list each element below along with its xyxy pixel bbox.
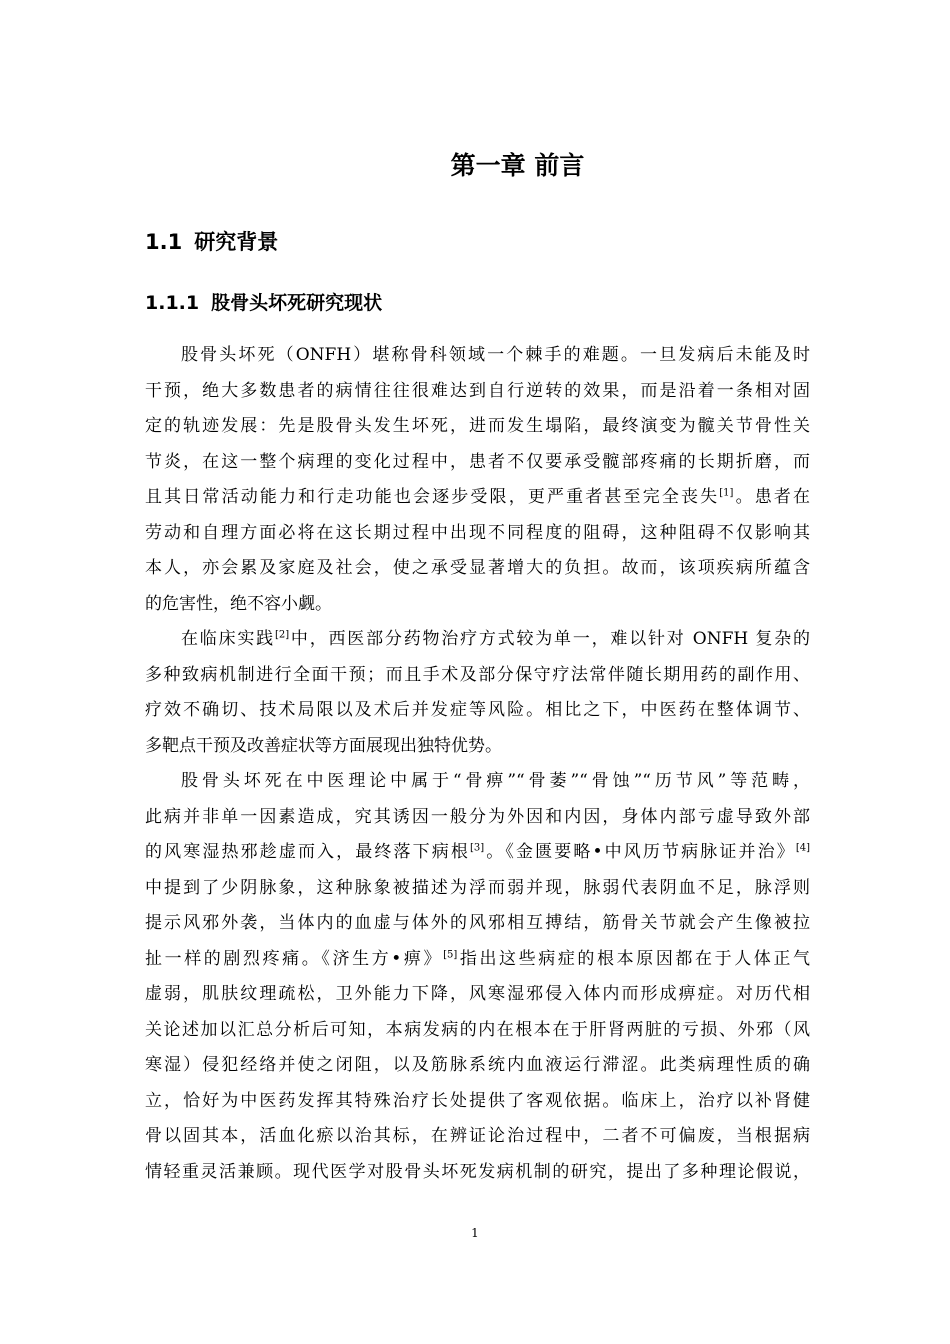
- subsection-number: 1.1.1: [145, 292, 200, 314]
- paragraph-line: 的危害性，绝不容小觑。: [145, 593, 332, 614]
- body-text: [145, 338, 810, 1190]
- paragraph: [145, 338, 810, 622]
- paragraph-line: 此病并非单一因素造成，究其诱因一般分为外因和内因，身体内部亏虚导致外部: [145, 806, 810, 827]
- paragraph-line: 骨以固其本，活血化瘀以治其标，在辨证论治过程中，二者不可偏废，当根据病: [145, 1126, 810, 1146]
- paragraph: [145, 622, 810, 764]
- line-text: 扯一样的剧烈疼痛。《济生方•痹》: [145, 948, 444, 969]
- paragraph-line: 多种致病机制进行全面干预；而且手术及部分保守疗法常伴随长期用药的副作用、: [145, 664, 810, 685]
- section-heading: [145, 228, 278, 256]
- paragraph-line: 节炎，在这一整个病理的变化过程中，患者不仅要承受髋部疼痛的长期折磨，而: [145, 451, 810, 472]
- paragraph-line: 定的轨迹发展：先是股骨头发生坏死，进而发生塌陷，最终演变为髋关节骨性关: [145, 416, 810, 436]
- citation-reference: [5]: [443, 948, 458, 960]
- line-text: 。患者在: [733, 487, 810, 507]
- paragraph-line: 本人，亦会累及家庭及社会，使之承受显著增大的负担。故而，该项疾病所蕴含: [145, 558, 810, 578]
- citation-reference: [4]: [795, 842, 810, 854]
- paragraph-line: 寒湿）侵犯经络并使之闭阻，以及筋脉系统内血液运行滞涩。此类病理性质的确: [145, 1055, 810, 1075]
- citation-reference: [3]: [470, 842, 485, 854]
- paragraph-line: 立，恰好为中医药发挥其特殊治疗长处提供了客观依据。临床上，治疗以补肾健: [145, 1090, 810, 1111]
- line-text: 在临床实践: [181, 629, 275, 649]
- citation-reference: [1]: [719, 487, 734, 499]
- paragraph-line: 劳动和自理方面必将在这长期过程中出现不同程度的阻碍，这种阻碍不仅影响其: [145, 522, 810, 543]
- line-text: 中，西医部分药物治疗方式较为单一，难以针对 ONFH 复杂的: [289, 629, 810, 649]
- chapter-title: 第一章 前言: [450, 151, 585, 180]
- citation-reference: [2]: [274, 629, 290, 641]
- paragraph-line: 疗效不确切、技术局限以及术后并发症等风险。相比之下，中医药在整体调节、: [145, 700, 810, 720]
- paragraph-line: 多靶点干预及改善症状等方面展现出独特优势。: [145, 735, 502, 756]
- paragraph-line: 股骨头坏死在中医理论中属于“骨痹”“骨萎”“骨蚀”“历节风”等范畴，: [181, 771, 810, 791]
- paragraph: [145, 764, 810, 1190]
- paragraph-line: [145, 480, 810, 516]
- paragraph-line: [145, 835, 810, 871]
- section-number: 1.1: [145, 230, 183, 254]
- paragraph-line: 股骨头坏死（ONFH）堪称骨科领域一个棘手的难题。一旦发病后未能及时: [181, 345, 810, 365]
- page-number: 1: [471, 1226, 479, 1240]
- paragraph-line: 干预，绝大多数患者的病情往往很难达到自行逆转的效果，而是沿着一条相对固: [145, 380, 810, 401]
- line-text: 且其日常活动能力和行走功能也会逐步受限，更严重者甚至完全丧失: [145, 487, 720, 507]
- paragraph-line: 虚弱，肌肤纹理疏松，卫外能力下降，风寒湿邪侵入体内而形成痹症。对历代相: [145, 984, 810, 1004]
- section-title: 研究背景: [194, 230, 279, 254]
- paragraph-line: 情轻重灵活兼顾。现代医学对股骨头坏死发病机制的研究，提出了多种理论假说，: [145, 1161, 810, 1182]
- subsection-heading: [145, 290, 382, 316]
- paragraph-line: [145, 622, 810, 658]
- paragraph-line: 关论述加以汇总分析后可知，本病发病的内在根本在于肝肾两脏的亏损、外邪（风: [145, 1019, 810, 1040]
- line-text: 指出这些病症的根本原因都在于人体正气: [457, 948, 810, 969]
- line-text: 的风寒湿热邪趁虚而入，最终落下病根: [145, 842, 471, 862]
- paragraph-line: 提示风邪外袭，当体内的血虚与体外的风邪相互搏结，筋骨关节就会产生像被拉: [145, 913, 810, 933]
- paragraph-line: 中提到了少阴脉象，这种脉象被描述为浮而弱并现，脉弱代表阴血不足，脉浮则: [145, 877, 810, 898]
- paragraph-line: [145, 942, 810, 978]
- line-text: 。《金匮要略•中风历节病脉证并治》: [484, 842, 796, 862]
- subsection-title: 股骨头坏死研究现状: [211, 292, 383, 314]
